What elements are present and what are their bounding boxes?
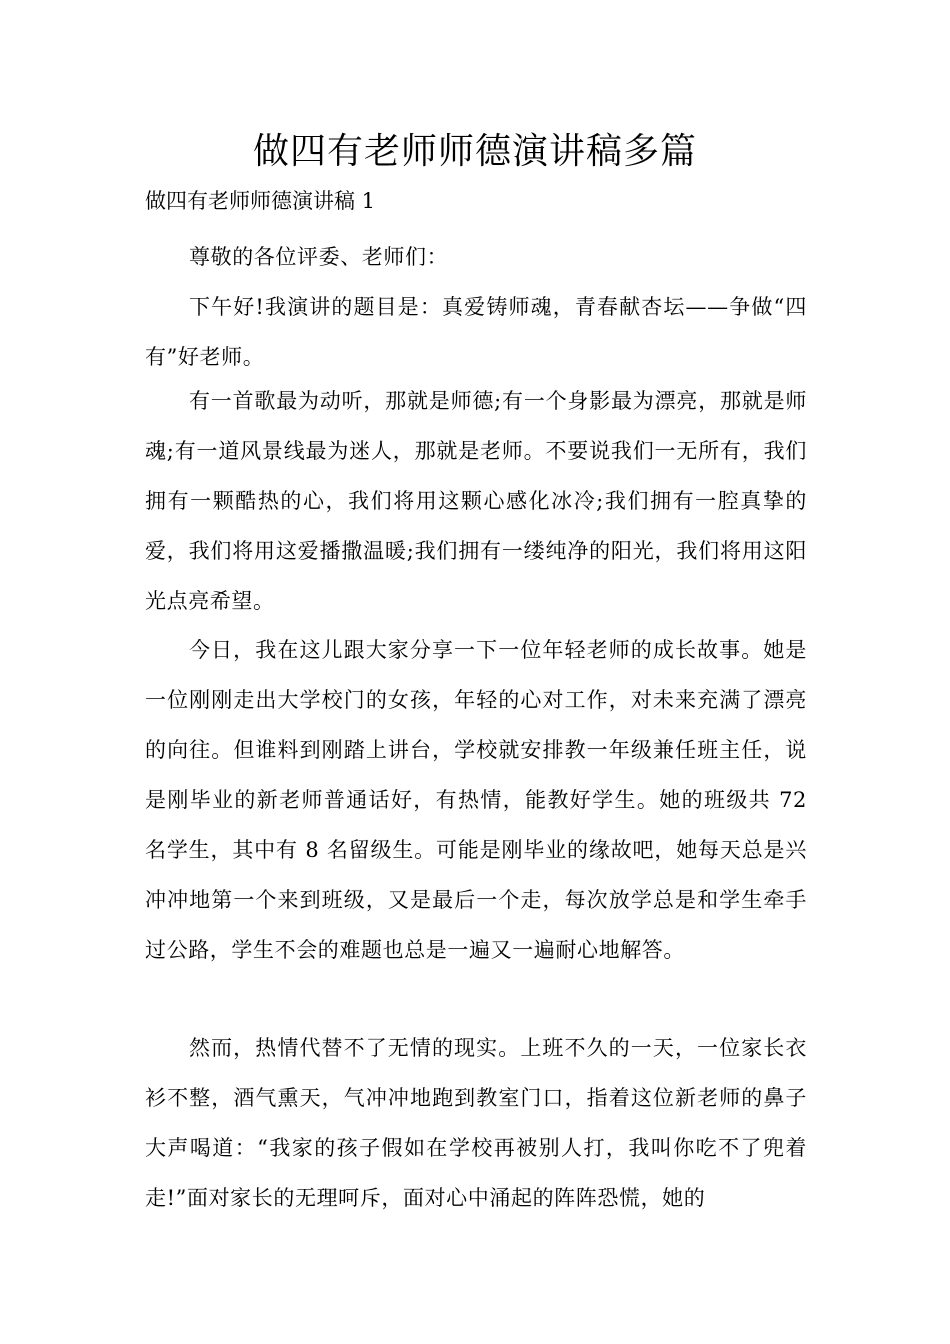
paragraph-greeting: 尊敬的各位评委、老师们： <box>189 245 449 269</box>
paragraph-conflict: 然而，热情代替不了无情的现实。上班不久的一天，一位家长衣衫不整，酒气熏天，气冲冲地跑到教室门口，指着这位新老师的鼻子大声喝道：“我家的孩子假如在学校再被别人打，我叫你吃不了兜着走!”面对家长的无理呵斥，面对心中涌起的阵阵恐慌，她的 <box>145 1036 807 1210</box>
paragraph-intro: 有一首歌最为动听，那就是师德;有一个身影最为漂亮，那就是师魂;有一道风景线最为迷人，那就是老师。不要说我们一无所有，我们拥有一颗酷热的心，我们将用这颗心感化冰冷;我们拥有一腔真挚的爱，我们将用这爱播撒温暖;我们拥有一缕纯净的阳光，我们将用这阳光点亮希望。 <box>145 389 807 613</box>
document-title: 做四有老师师德演讲稿多篇 <box>252 131 697 172</box>
paragraph-topic: 下午好!我演讲的题目是：真爱铸师魂，青春献杏坛——争做“四有”好老师。 <box>145 295 807 369</box>
paragraph-story: 今日，我在这儿跟大家分享一下一位年轻老师的成长故事。她是一位刚刚走出大学校门的女孩，年轻的心对工作，对未来充满了漂亮的向往。但谁料到刚踏上讲台，学校就安排教一年级兼任班主任，说是刚毕业的新老师普通话好，有热情，能教好学生。她的班级共 72 名学生，其中有 8 名留级生。可能是刚毕业的缘故吧，她每天总是兴冲冲地第一个来到班级，又是最后一个走，每次放学总是和学生牵手过公路，学生不会的难题也总是一遍又一遍耐心地解答。 <box>145 638 807 962</box>
speech-subtitle: 做四有老师师德演讲稿 1 <box>145 189 376 213</box>
